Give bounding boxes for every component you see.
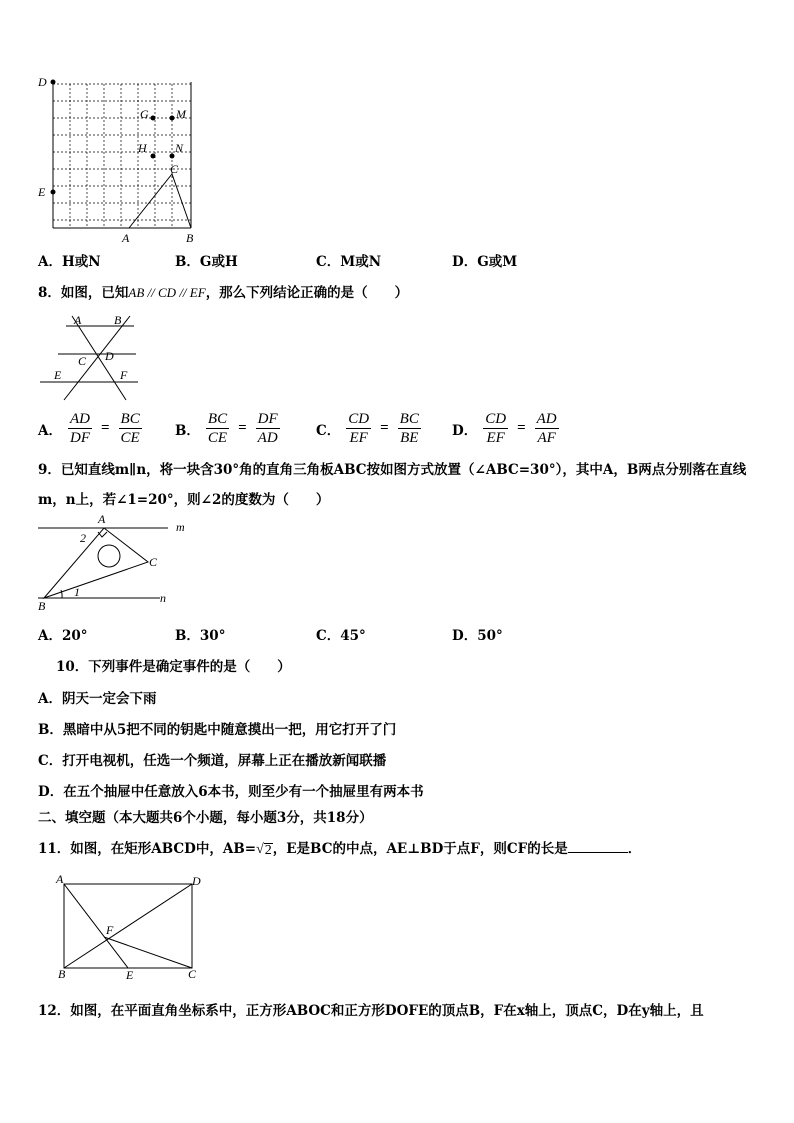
- q10-option-b: B．黑暗中从5把不同的钥匙中随意摸出一把，用它打开了门: [38, 722, 397, 738]
- fraction: [119, 410, 142, 447]
- q7-grid-figure: [34, 70, 204, 245]
- label-H: H: [138, 141, 147, 155]
- equals-sign: =: [517, 420, 526, 436]
- q9-triangle-figure: [34, 510, 194, 614]
- fraction: [206, 410, 229, 447]
- q10-option-a: A．阴天一定会下雨: [38, 691, 157, 707]
- fraction: [68, 410, 92, 447]
- q8-label-A: A: [74, 313, 82, 327]
- q8-label-B: B: [114, 313, 122, 327]
- q9-stem-line2: m，n上，若∠1=20°，则∠2的度数为（ ）: [38, 492, 330, 508]
- q8-option-b: [175, 410, 280, 447]
- q8-stem-end: ，那么下列结论正确的是（ ）: [205, 285, 409, 301]
- q9-label-C: C: [149, 555, 158, 569]
- q8-label-E: E: [54, 368, 62, 382]
- q11-stem-pre: 11．如图，在矩形ABCD中，AB=: [38, 841, 257, 857]
- answer-blank[interactable]: [568, 839, 628, 853]
- denominator: CE: [120, 430, 140, 446]
- numerator: CD: [485, 411, 507, 427]
- q9-option-a: A．20°: [38, 628, 88, 644]
- denominator: CE: [207, 430, 228, 446]
- label-E: E: [38, 185, 46, 199]
- radicand: 2: [264, 843, 272, 858]
- q7-option-a: A．H或N: [38, 254, 101, 270]
- q9-label-1: 1: [74, 585, 80, 599]
- numerator: DF: [257, 411, 278, 427]
- denominator: EF: [486, 430, 505, 446]
- numerator: BC: [120, 411, 140, 427]
- section-heading-fill-in: 二、填空题（本大题共6个小题，每小题3分，共18分）: [38, 810, 373, 826]
- q10-option-c: C．打开电视机，任选一个频道，屏幕上正在播放新闻联播: [38, 753, 387, 769]
- q9-label-A: A: [98, 512, 106, 526]
- numerator: AD: [536, 411, 557, 427]
- fraction: [346, 410, 371, 447]
- numerator: BC: [207, 411, 228, 427]
- denominator: DF: [69, 430, 90, 446]
- q8-label-C: C: [78, 354, 87, 368]
- q8-label-F: F: [120, 368, 128, 382]
- q8-option-a: [38, 410, 142, 447]
- q7-option-b: B．G或H: [175, 254, 238, 270]
- q11-label-A: A: [56, 872, 64, 886]
- q12-stem: 12．如图，在平面直角坐标系中，正方形ABOC和正方形DOFE的顶点B，F在x轴上，顶点C，D在y轴上，且: [38, 1003, 704, 1019]
- q9-label-n: n: [160, 591, 166, 605]
- q11-stem: [38, 837, 641, 858]
- denominator: AD: [257, 430, 278, 446]
- denominator: AF: [537, 430, 556, 446]
- q9-option-b: B．30°: [175, 628, 226, 644]
- q8-option-b-letter: B．: [175, 422, 200, 439]
- numerator: CD: [348, 411, 370, 427]
- q8-condition: AB // CD // EF: [128, 285, 206, 300]
- q11-label-D: D: [192, 874, 201, 888]
- label-B: B: [186, 231, 194, 245]
- equals-sign: =: [238, 420, 247, 436]
- q10-stem: 10．下列事件是确定事件的是（ ）: [56, 659, 291, 675]
- q11-label-E: E: [126, 968, 134, 982]
- denominator: EF: [349, 430, 368, 446]
- fraction: [398, 410, 421, 447]
- q10-option-d: D．在五个抽屉中任意放入6本书，则至少有一个抽屉里有两本书: [38, 784, 424, 800]
- q9-option-d: D．50°: [452, 628, 503, 644]
- label-G: G: [140, 107, 149, 121]
- q9-option-c: C．45°: [316, 628, 366, 644]
- q7-option-c: C．M或N: [316, 254, 382, 270]
- q11-label-F: F: [106, 923, 114, 937]
- q8-option-a-letter: A．: [38, 422, 62, 439]
- numerator: AD: [69, 411, 90, 427]
- label-N: N: [175, 141, 184, 155]
- label-A: A: [122, 231, 130, 245]
- fraction: [256, 410, 280, 447]
- q9-stem-line1: 9．已知直线m∥n，将一块含30°角的直角三角板ABC按如图方式放置（∠ABC=30°），其中A，B两点分别落在直线: [38, 462, 747, 478]
- q8-parallel-lines-figure: [36, 312, 144, 404]
- q11-stem-post: ，E是BC的中点，AE⊥BD于点F，则CF的长是: [272, 841, 568, 857]
- equals-sign: =: [380, 420, 389, 436]
- fraction: [535, 410, 559, 447]
- q8-option-d: [452, 410, 559, 447]
- q7-option-d: D．G或M: [452, 254, 518, 270]
- numerator: BC: [399, 411, 419, 427]
- q11-rectangle-figure: [52, 870, 212, 982]
- equals-sign: =: [100, 420, 110, 436]
- q8-option-d-letter: D．: [452, 422, 478, 439]
- q11-label-B: B: [58, 967, 66, 981]
- label-C: C: [170, 162, 179, 176]
- label-D: D: [38, 75, 47, 89]
- label-M: M: [176, 107, 186, 121]
- q8-option-c: [316, 410, 421, 447]
- radical-sign: √: [256, 842, 264, 857]
- q8-stem: [38, 281, 408, 301]
- fraction: [483, 410, 508, 447]
- q9-label-2: 2: [80, 531, 86, 545]
- sqrt-expression: [256, 842, 273, 858]
- q11-label-C: C: [188, 967, 197, 981]
- q9-label-m: m: [176, 520, 185, 534]
- q9-label-B: B: [38, 599, 46, 613]
- q8-label-D: D: [105, 349, 114, 363]
- q11-stem-end: ．: [627, 841, 642, 857]
- denominator: BE: [400, 430, 419, 446]
- q8-stem-text: 8．如图，已知: [38, 285, 129, 301]
- q8-option-c-letter: C．: [316, 422, 341, 439]
